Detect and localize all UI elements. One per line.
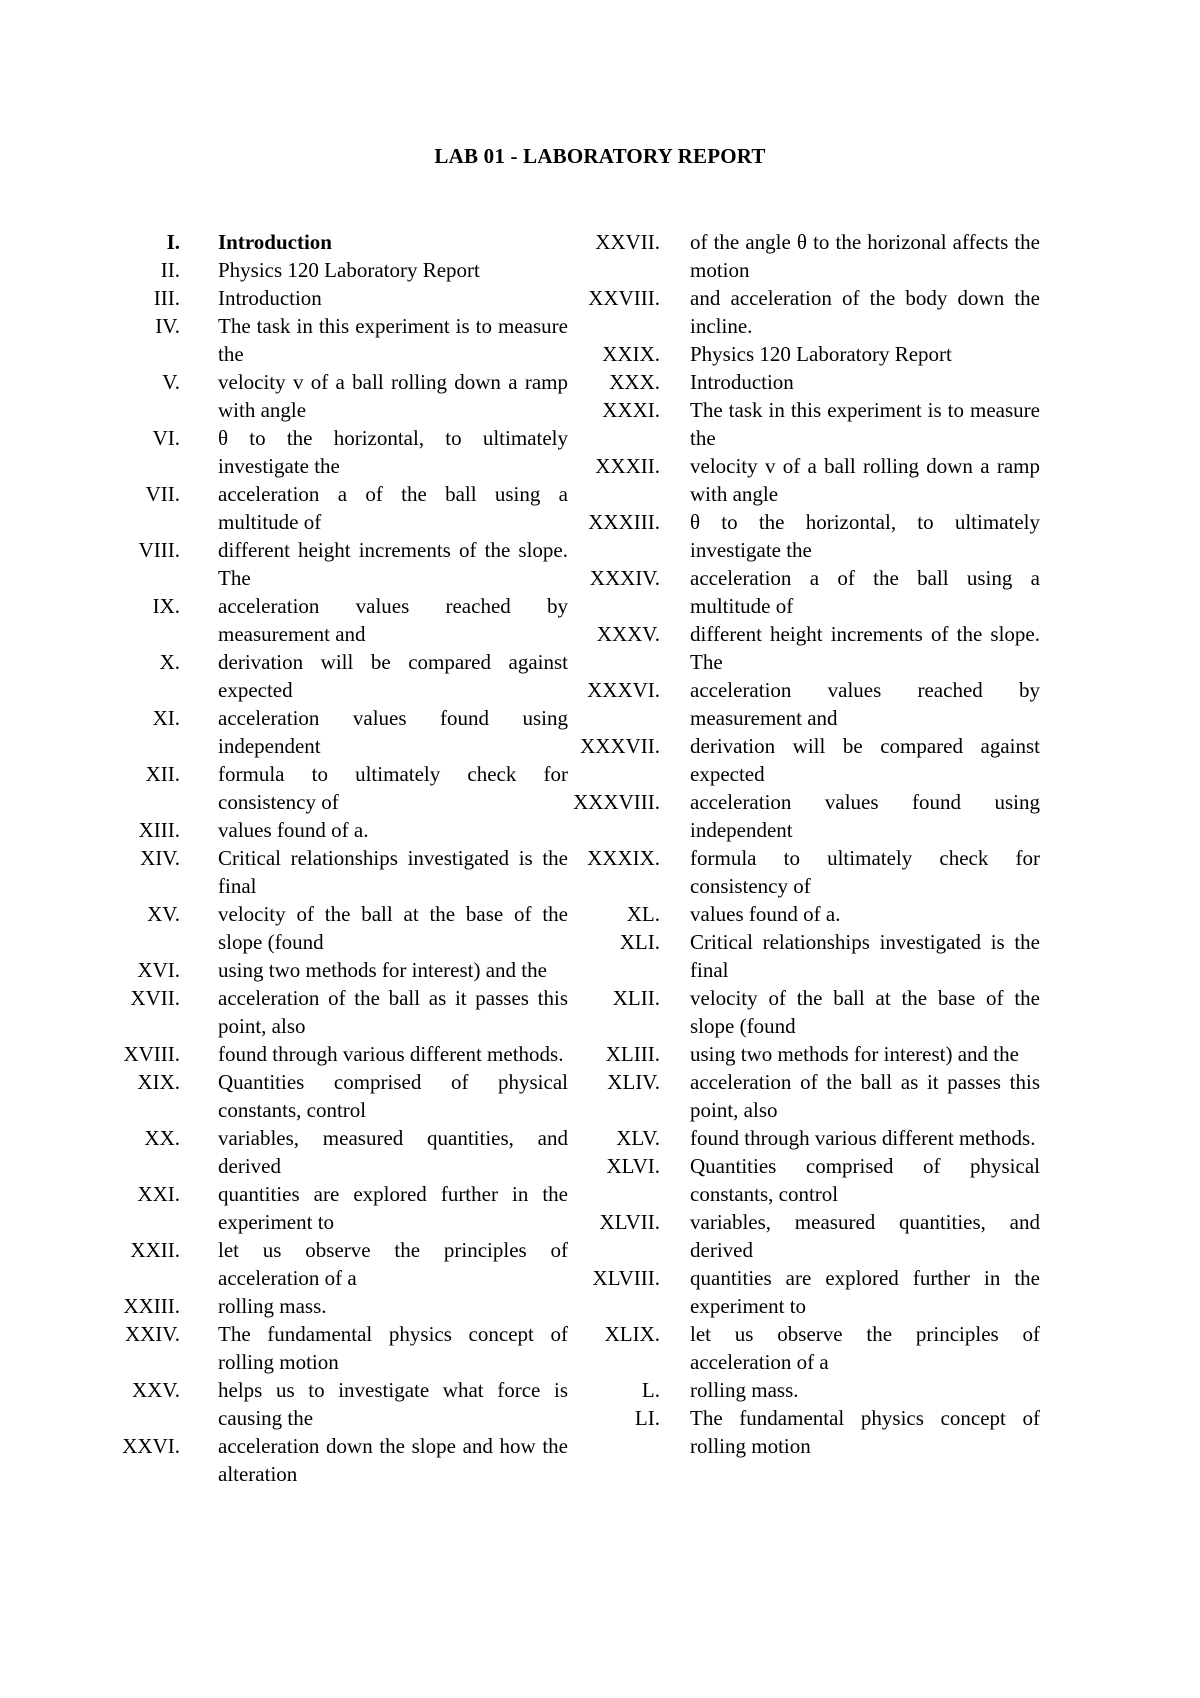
item-number: XV. [147, 902, 180, 926]
list-item [560, 928, 1040, 984]
item-number: XIII. [138, 818, 180, 842]
item-number: XXIX. [602, 342, 660, 366]
item-text: let us observe the principles of acceleration of a [218, 1238, 568, 1290]
list-item [560, 1320, 1040, 1376]
item-text: Physics 120 Laboratory Report [218, 258, 480, 282]
item-text: The fundamental physics concept of rolling motion [218, 1322, 568, 1374]
list-item [560, 844, 1040, 900]
list-item [100, 648, 568, 704]
item-text: acceleration values reached by measurement and [690, 678, 1040, 730]
item-text: The task in this experiment is to measure the [218, 314, 568, 366]
item-number: XXXIV. [589, 566, 660, 590]
item-text: variables, measured quantities, and derived [690, 1210, 1040, 1262]
item-text: values found of a. [690, 902, 841, 926]
item-text: Physics 120 Laboratory Report [690, 342, 952, 366]
item-number: XLIX. [604, 1322, 660, 1346]
item-text: acceleration of the ball as it passes this point, also [690, 1070, 1040, 1122]
list-item [560, 984, 1040, 1040]
list-item [100, 256, 568, 284]
list-item [560, 1068, 1040, 1124]
item-number: XLV. [616, 1126, 660, 1150]
item-text: acceleration a of the ball using a multitude of [218, 482, 568, 534]
item-text: acceleration values found using independent [218, 706, 568, 758]
item-text: velocity of the ball at the base of the slope (found [690, 986, 1040, 1038]
list-item [100, 984, 568, 1040]
item-text: values found of a. [218, 818, 369, 842]
list-item [560, 676, 1040, 732]
list-item [100, 228, 568, 256]
item-text: quantities are explored further in the experiment to [690, 1266, 1040, 1318]
item-number: LI. [634, 1406, 660, 1430]
list-item [100, 1180, 568, 1236]
list-item [100, 1040, 568, 1068]
list-item [560, 564, 1040, 620]
list-item [100, 1292, 568, 1320]
item-text: acceleration values reached by measurement and [218, 594, 568, 646]
item-number: XX. [144, 1126, 180, 1150]
list-item [100, 536, 568, 592]
item-number: XLIV. [607, 1070, 660, 1094]
item-number: XVI. [137, 958, 180, 982]
item-number: XXXVI. [587, 678, 660, 702]
list-item [100, 1320, 568, 1376]
item-text: helps us to investigate what force is causing the [218, 1378, 568, 1430]
item-text: Critical relationships investigated is the final [218, 846, 568, 898]
list-item [100, 1068, 568, 1124]
list-item [100, 1124, 568, 1180]
item-number: XXIV. [124, 1322, 180, 1346]
list-item [100, 844, 568, 900]
item-number: XXVII. [595, 230, 660, 254]
item-text: using two methods for interest) and the [690, 1042, 1019, 1066]
list-item [100, 312, 568, 368]
item-number: II. [160, 258, 180, 282]
item-number: XLIII. [605, 1042, 660, 1066]
item-number: XXXI. [602, 398, 660, 422]
list-item [560, 284, 1040, 340]
item-text: different height increments of the slope. The [690, 622, 1040, 674]
item-text: θ to the horizontal, to ultimately investigate the [218, 426, 568, 478]
item-text: formula to ultimately check for consistency of [690, 846, 1040, 898]
item-text: The task in this experiment is to measure the [690, 398, 1040, 450]
item-text: variables, measured quantities, and derived [218, 1126, 568, 1178]
item-text: acceleration down the slope and how the alteration [218, 1434, 568, 1486]
list-item [560, 1040, 1040, 1068]
item-number: X. [159, 650, 180, 674]
item-number: XLVI. [606, 1154, 660, 1178]
item-text: quantities are explored further in the experiment to [218, 1182, 568, 1234]
item-text: found through various different methods. [218, 1042, 564, 1066]
item-text: let us observe the principles of acceleration of a [690, 1322, 1040, 1374]
item-number: XLI. [619, 930, 660, 954]
item-number: XIX. [137, 1070, 180, 1094]
list-item [560, 788, 1040, 844]
item-number: XXX. [609, 370, 660, 394]
list-item [560, 1264, 1040, 1320]
item-text: found through various different methods. [690, 1126, 1036, 1150]
list-item [100, 900, 568, 956]
item-number: XIV. [140, 846, 180, 870]
list-item [560, 1152, 1040, 1208]
item-number: IX. [152, 594, 180, 618]
item-text: velocity v of a ball rolling down a ramp with angle [218, 370, 568, 422]
item-number: XXXVII. [580, 734, 660, 758]
item-number: XXVI. [122, 1434, 180, 1458]
item-number: XXXIII. [588, 510, 660, 534]
item-number: XVIII. [123, 1042, 180, 1066]
item-text: Quantities comprised of physical constants, control [218, 1070, 568, 1122]
item-number: XXVIII. [588, 286, 660, 310]
item-text: acceleration of the ball as it passes this point, also [218, 986, 568, 1038]
item-text: derivation will be compared against expected [218, 650, 568, 702]
item-number: III. [153, 286, 180, 310]
page-title: LAB 01 - LABORATORY REPORT [434, 144, 766, 168]
item-text: The fundamental physics concept of rolling motion [690, 1406, 1040, 1458]
item-text: Introduction [218, 230, 332, 254]
list-item [100, 592, 568, 648]
list-item [100, 480, 568, 536]
item-text: rolling mass. [218, 1294, 327, 1318]
list-item [560, 368, 1040, 396]
item-number: XXII. [130, 1238, 180, 1262]
item-number: XXIII. [123, 1294, 180, 1318]
item-text: and acceleration of the body down the incline. [690, 286, 1040, 338]
item-text: derivation will be compared against expected [690, 734, 1040, 786]
list-item [100, 1432, 568, 1488]
item-number: XII. [145, 762, 180, 786]
item-number: XLVIII. [592, 1266, 660, 1290]
left-column-list [100, 228, 568, 1488]
list-item [100, 284, 568, 312]
list-item [560, 452, 1040, 508]
item-number: XXXIX. [587, 846, 660, 870]
item-text: Critical relationships investigated is the final [690, 930, 1040, 982]
item-number: VII. [145, 482, 180, 506]
list-item [100, 1376, 568, 1432]
item-number: XVII. [130, 986, 180, 1010]
item-text: different height increments of the slope. The [218, 538, 568, 590]
list-item [560, 900, 1040, 928]
list-item [560, 1208, 1040, 1264]
item-number: VIII. [138, 538, 180, 562]
item-number: VI. [152, 426, 180, 450]
item-number: XI. [152, 706, 180, 730]
list-item [100, 816, 568, 844]
list-item [560, 732, 1040, 788]
list-item [100, 956, 568, 984]
item-text: velocity v of a ball rolling down a ramp with angle [690, 454, 1040, 506]
item-number: XXXVIII. [573, 790, 660, 814]
list-item [100, 1236, 568, 1292]
item-number: L. [641, 1378, 660, 1402]
item-text: Introduction [218, 286, 322, 310]
item-text: formula to ultimately check for consistency of [218, 762, 568, 814]
item-text: θ to the horizontal, to ultimately investigate the [690, 510, 1040, 562]
list-item [100, 424, 568, 480]
item-number: XXXV. [596, 622, 660, 646]
item-number: XLII. [612, 986, 660, 1010]
list-item [560, 1124, 1040, 1152]
item-text: of the angle θ to the horizonal affects the motion [690, 230, 1040, 282]
item-text: acceleration values found using independent [690, 790, 1040, 842]
list-item [560, 508, 1040, 564]
list-item [560, 396, 1040, 452]
item-text: acceleration a of the ball using a multitude of [690, 566, 1040, 618]
item-text: velocity of the ball at the base of the slope (found [218, 902, 568, 954]
item-number: XXXII. [595, 454, 660, 478]
list-item [560, 1376, 1040, 1404]
list-item [560, 340, 1040, 368]
item-number: XL. [626, 902, 660, 926]
item-number: XXI. [137, 1182, 180, 1206]
item-number: IV. [155, 314, 180, 338]
list-item [100, 704, 568, 760]
item-text: rolling mass. [690, 1378, 799, 1402]
item-text: using two methods for interest) and the [218, 958, 547, 982]
list-item [560, 1404, 1040, 1460]
list-item [100, 760, 568, 816]
list-item [100, 368, 568, 424]
list-item [560, 620, 1040, 676]
item-text: Introduction [690, 370, 794, 394]
right-column-list [560, 228, 1040, 1460]
item-text: Quantities comprised of physical constants, control [690, 1154, 1040, 1206]
item-number: XXV. [131, 1378, 180, 1402]
item-number: V. [162, 370, 180, 394]
item-number: XLVII. [599, 1210, 660, 1234]
item-number: I. [166, 230, 180, 254]
list-item [560, 228, 1040, 284]
